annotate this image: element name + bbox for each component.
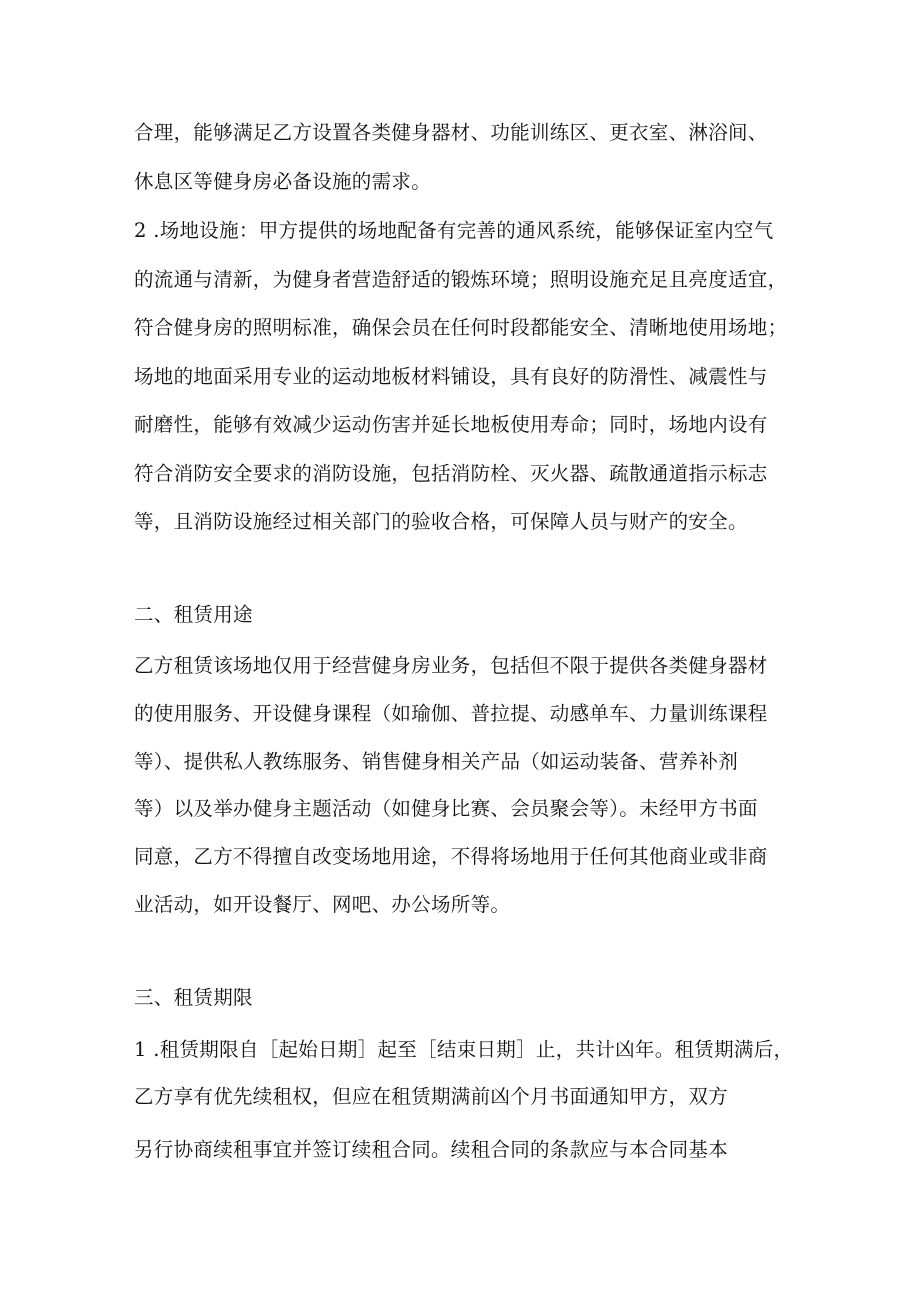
- paragraph-line: 等）、提供私人教练服务、销售健身相关产品（如运动装备、营养补剂: [134, 750, 739, 773]
- paragraph-line: 休息区等健身房必备设施的需求。: [134, 170, 432, 193]
- paragraph-line: 合理，能够满足乙方设置各类健身器材、功能训练区、更衣室、淋浴间、: [134, 121, 768, 144]
- section-heading-lease-purpose: 二、租赁用途: [134, 603, 253, 626]
- paragraph-line: 2 .场地设施：甲方提供的场地配备有完善的通风系统，能够保证室内空气: [134, 219, 774, 242]
- section-heading-lease-term: 三、租赁期限: [134, 986, 253, 1009]
- paragraph-line: 符合消防安全要求的消防设施，包括消防栓、灭火器、疏散通道指示标志: [134, 462, 768, 485]
- paragraph-line: 另行协商续租事宜并签订续租合同。续租合同的条款应与本合同基本: [134, 1138, 729, 1161]
- paragraph-line: 乙方享有优先续租权，但应在租赁期满前凶个月书面通知甲方，双方: [134, 1085, 729, 1108]
- paragraph-line: 等）以及举办健身主题活动（如健身比赛、会员聚会等）。未经甲方书面: [134, 797, 758, 820]
- paragraph-line: 业活动，如开设餐厅、网吧、办公场所等。: [134, 893, 511, 916]
- paragraph-line: 的使用服务、开设健身课程（如瑜伽、普拉提、动感单车、力量训练课程: [134, 702, 768, 725]
- paragraph-line: 场地的地面采用专业的运动地板材料铺设，具有良好的防滑性、减震性与: [134, 365, 768, 388]
- paragraph-line: 1 .租赁期限自［起始日期］起至［结束日期］止，共计凶年。租赁期满后，: [134, 1038, 794, 1061]
- paragraph-line: 等，且消防设施经过相关部门的验收合格，可保障人员与财产的安全。: [134, 510, 748, 533]
- paragraph-line: 符合健身房的照明标准，确保会员在任何时段都能安全、清晰地使用场地；: [134, 316, 788, 339]
- paragraph-line: 的流通与清新，为健身者营造舒适的锻炼环境；照明设施充足且亮度适宜，: [134, 268, 788, 291]
- paragraph-line: 耐磨性，能够有效减少运动伤害并延长地板使用寿命；同时，场地内设有: [134, 413, 768, 436]
- paragraph-line: 同意，乙方不得擅自改变场地用途，不得将场地用于任何其他商业或非商: [134, 845, 768, 868]
- paragraph-line: 乙方租赁该场地仅用于经营健身房业务，包括但不限于提供各类健身器材: [134, 654, 768, 677]
